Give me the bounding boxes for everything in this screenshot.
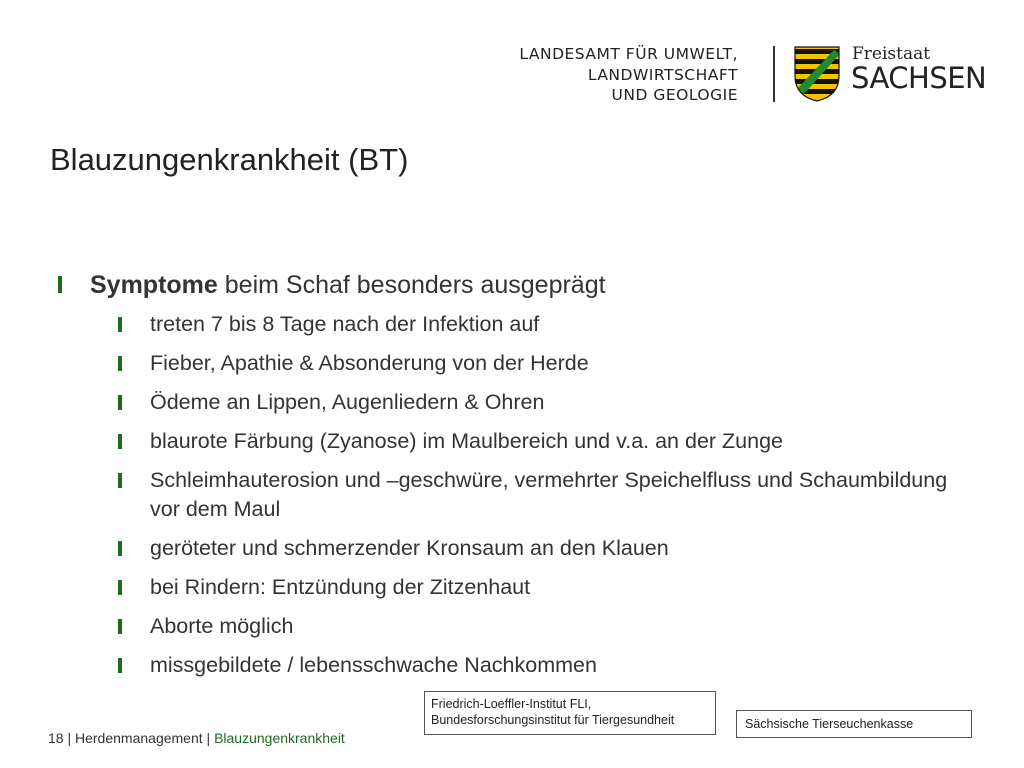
- source-fli-line-1: Friedrich-Loeffler-Institut FLI,: [431, 697, 592, 711]
- institution-line-1: LANDESAMT FÜR UMWELT,: [519, 45, 738, 63]
- main-bullet-text: beim Schaf besonders ausgeprägt: [217, 271, 606, 299]
- bullet-marker-icon: [118, 580, 122, 595]
- bullet-marker-icon: [118, 395, 122, 410]
- bullet-marker-icon: [118, 356, 122, 371]
- source-box-tsk: [736, 710, 972, 738]
- list-item: [56, 651, 956, 680]
- list-item: [56, 612, 956, 641]
- institution-line-3: UND GEOLOGIE: [611, 86, 738, 104]
- footer-separator: |: [63, 730, 75, 746]
- institution-line-2: LANDWIRTSCHAFT: [587, 65, 738, 84]
- source-box-fli: [424, 691, 716, 735]
- state-label-small: Freistaat: [852, 44, 931, 64]
- sub-bullet-text: missgebildete / lebensschwache Nachkommen: [150, 653, 597, 677]
- sub-bullet-text: blaurote Färbung (Zyanose) im Maulbereich und v.a. an der Zunge: [150, 429, 784, 453]
- state-label-large: SACHSEN: [851, 61, 987, 95]
- sub-bullet-text: Aborte möglich: [150, 614, 294, 638]
- logo-divider: [773, 46, 775, 102]
- institution-name: [519, 44, 738, 106]
- sub-bullet-text: bei Rindern: Entzündung der Zitzenhaut: [150, 575, 531, 599]
- footer-breadcrumb: [48, 730, 345, 746]
- footer-topic: Blauzungenkrankheit: [214, 730, 345, 746]
- bullet-marker-icon: [118, 473, 122, 488]
- footer-separator: |: [202, 730, 215, 746]
- main-bullet-bold: Symptome: [90, 271, 218, 299]
- source-tsk-text: Sächsische Tierseuchenkasse: [745, 717, 914, 731]
- page-number: 18: [48, 730, 64, 746]
- main-bullet: [56, 268, 956, 302]
- sub-bullet-text: Fieber, Apathie & Absonderung von der Herde: [150, 351, 589, 375]
- sub-bullet-text: treten 7 bis 8 Tage nach der Infektion auf: [150, 312, 540, 336]
- bullet-marker-icon: [118, 658, 122, 673]
- sub-bullet-list: [56, 310, 956, 680]
- list-item: [56, 310, 956, 339]
- sub-bullet-text: Schleimhauterosion und –geschwüre, vermehrter Speichelfluss und Schaumbildung vor dem Maul: [150, 468, 948, 521]
- sub-bullet-text: geröteter und schmerzender Kronsaum an den Klauen: [150, 536, 669, 560]
- bullet-marker-icon: [58, 276, 62, 293]
- list-item: [56, 388, 956, 417]
- bullet-marker-icon: [118, 317, 122, 332]
- sub-bullet-text: Ödeme an Lippen, Augenliedern & Ohren: [150, 390, 545, 414]
- source-fli-line-2: Bundesforschungsinstitut für Tiergesundheit: [431, 713, 675, 727]
- bullet-marker-icon: [118, 541, 122, 556]
- list-item: [56, 349, 956, 378]
- bullet-marker-icon: [118, 434, 122, 449]
- saxony-coat-of-arms-icon: [794, 46, 840, 102]
- bullet-marker-icon: [118, 619, 122, 634]
- header-logo: [519, 44, 987, 106]
- slide-content: [56, 268, 956, 690]
- list-item: [56, 573, 956, 602]
- list-item: [56, 534, 956, 563]
- slide-title: Blauzungenkrankheit (BT): [50, 142, 409, 177]
- list-item: [56, 466, 956, 524]
- list-item: [56, 427, 956, 456]
- footer-section: Herdenmanagement: [75, 730, 203, 746]
